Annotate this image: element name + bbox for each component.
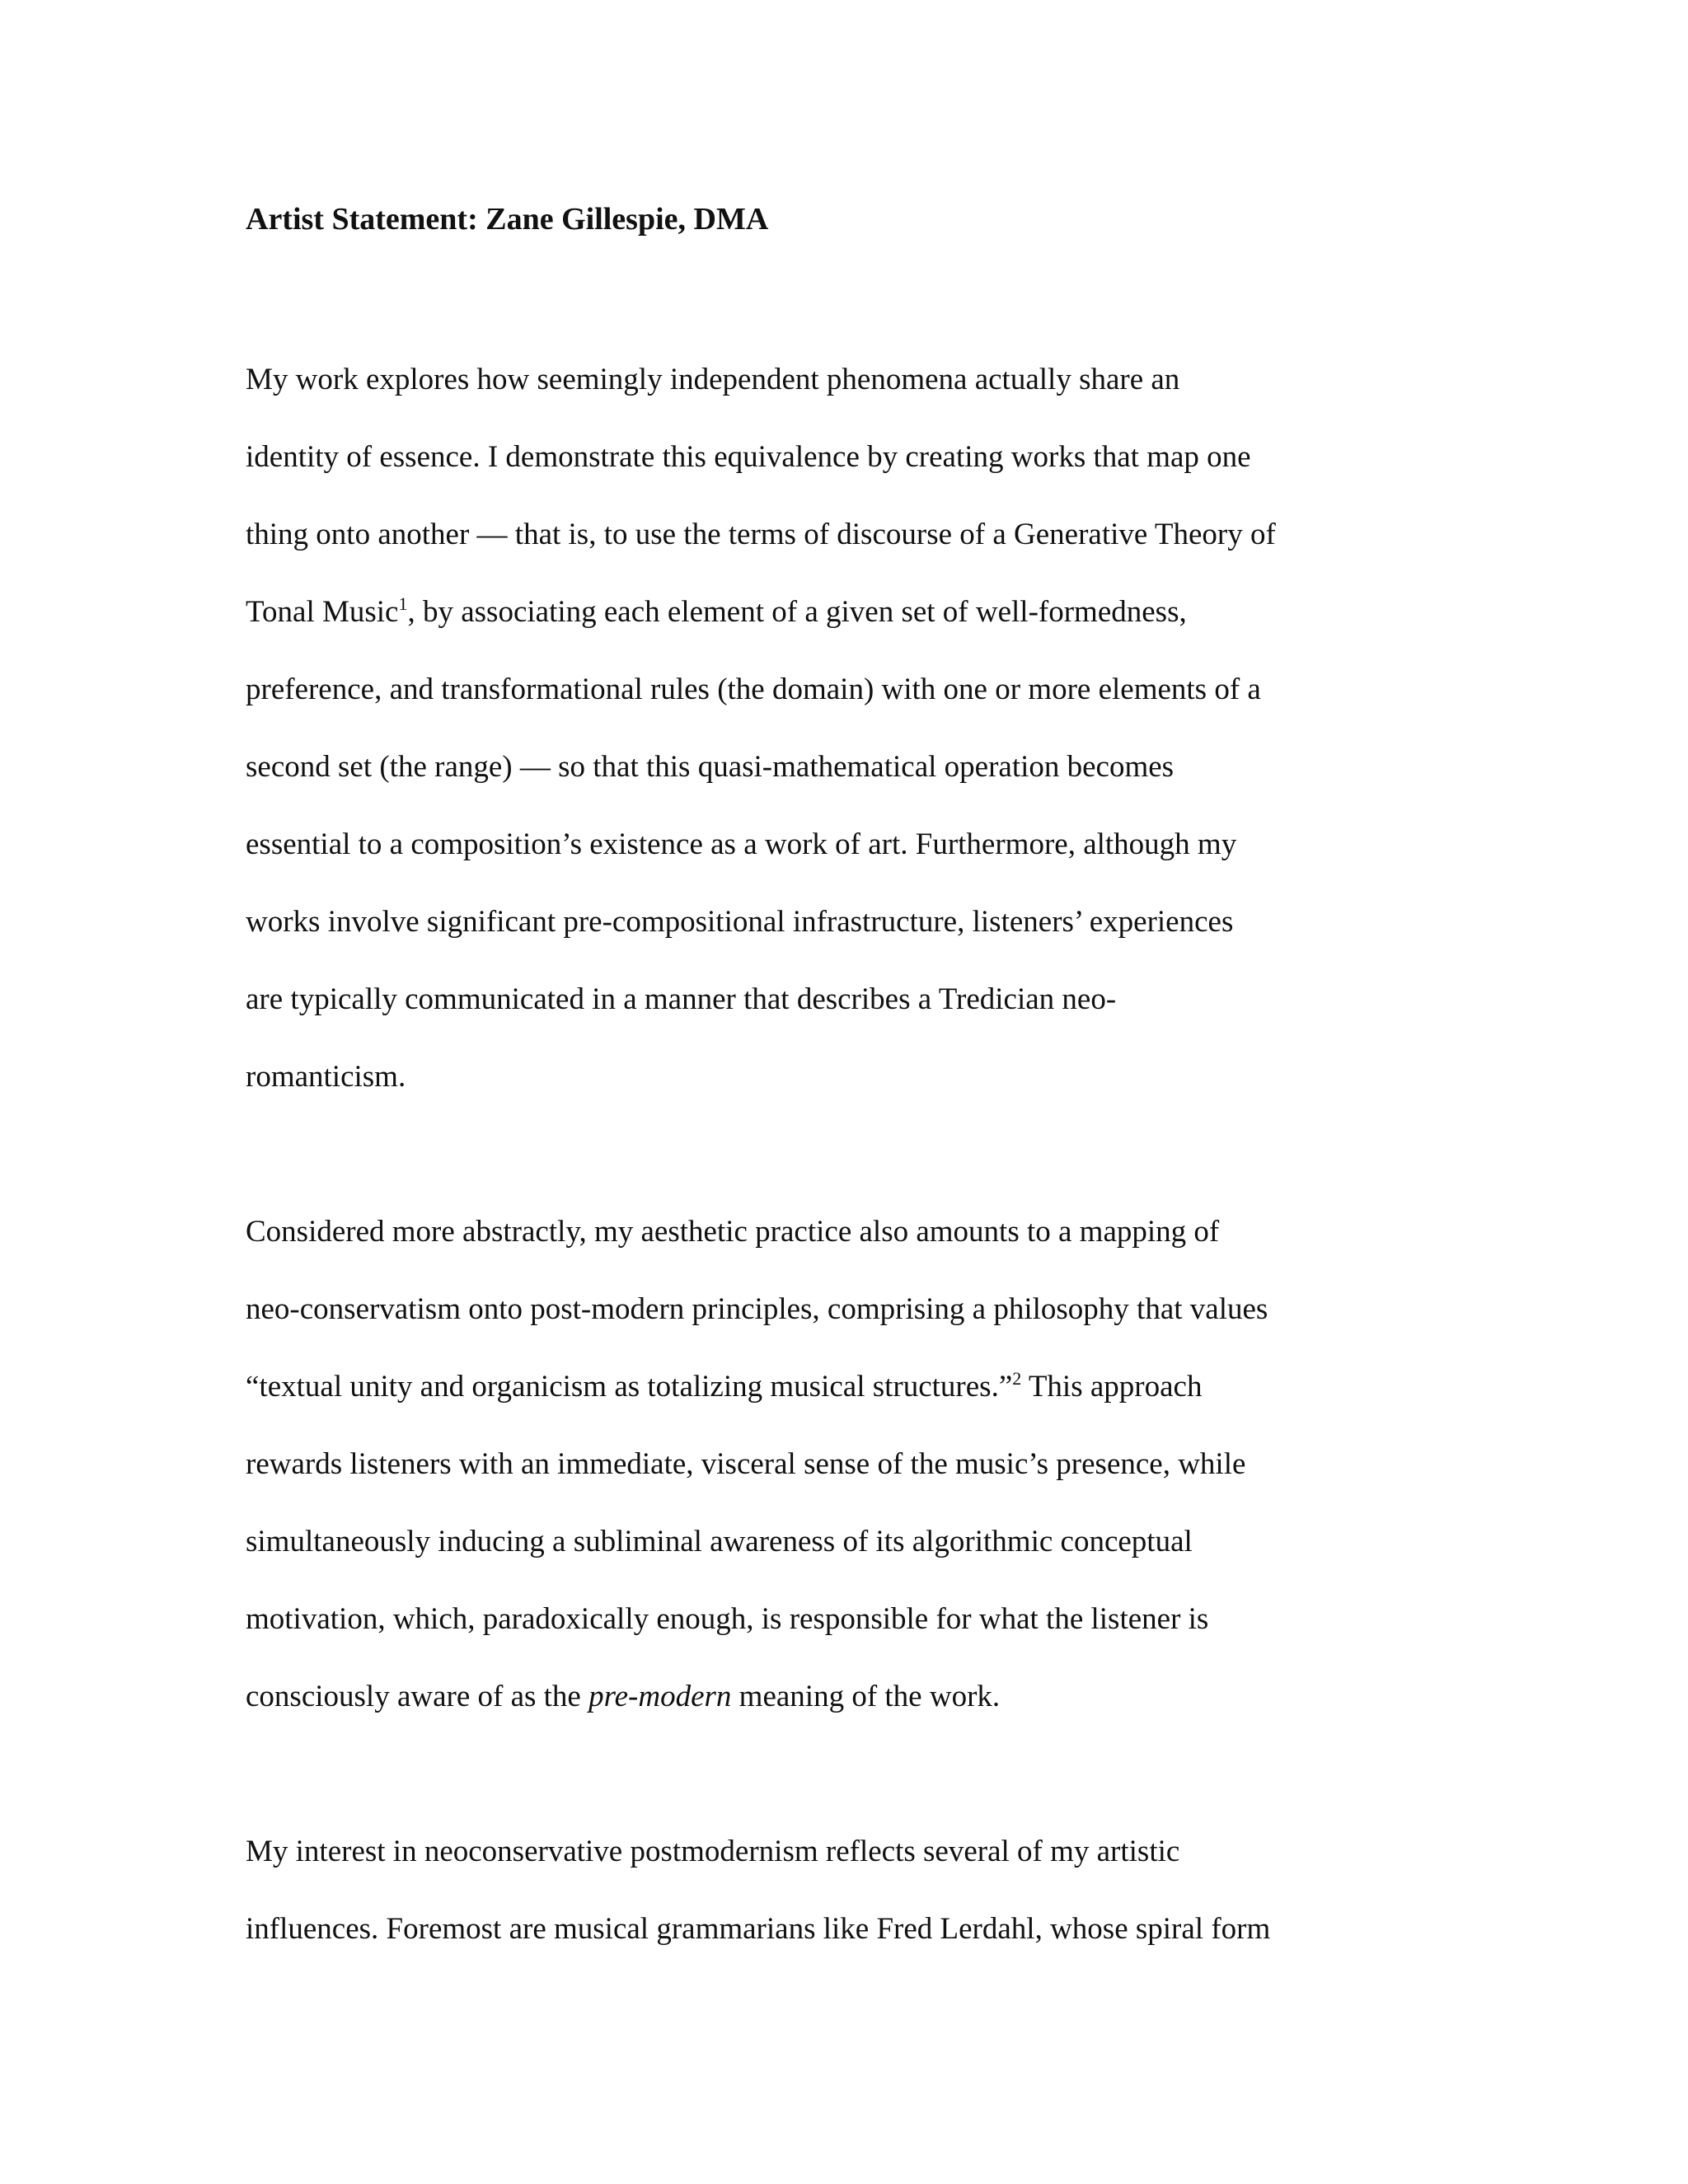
paragraph-2-line-1: Considered more abstractly, my aesthetic practice also amounts to a mapping of (246, 1215, 1220, 1249)
document-title: Artist Statement: Zane Gillespie, DMA (246, 202, 769, 237)
paragraph-1-line-8: works involve significant pre-compositional infrastructure, listeners’ experiences (246, 905, 1234, 939)
footnote-marker-1: 1 (398, 593, 408, 614)
paragraph-2-line-5: simultaneously inducing a subliminal awareness of its algorithmic conceptual (246, 1525, 1193, 1558)
paragraph-1-line-4-text-b: , by associating each element of a given set of well-formedness, (407, 595, 1187, 629)
paragraph-2-line-3-quote: “textual unity and organicism as totalizing musical structures.” (246, 1370, 1013, 1404)
paragraph-1-line-5: preference, and transformational rules (the domain) with one or more elements of a (246, 673, 1261, 706)
paragraph-2-line-4: rewards listeners with an immediate, visceral sense of the music’s presence, while (246, 1447, 1246, 1481)
paragraph-1-line-4-text-a: Tonal Music (246, 595, 399, 629)
paragraph-2-line-6: motivation, which, paradoxically enough, is responsible for what the listener is (246, 1602, 1209, 1636)
paragraph-1-line-10: romanticism. (246, 1060, 406, 1094)
paragraph-1-line-7: essential to a composition’s existence as a work of art. Furthermore, although my (246, 827, 1237, 861)
footnote-marker-2: 2 (1012, 1368, 1022, 1389)
document-body (246, 196, 1449, 2046)
paragraph-1-line-1: My work explores how seemingly independent phenomena actually share an (246, 363, 1180, 396)
paragraph-2-line-2: neo-conservatism onto post-modern principles, comprising a philosophy that values (246, 1292, 1268, 1326)
paragraph-2-line-7-text-a: consciously aware of as the (246, 1680, 589, 1713)
paragraph-2 (246, 1193, 1449, 1736)
paragraph-1-line-4 (246, 574, 1449, 651)
paragraph-2-line-7-text-b: meaning of the work. (731, 1680, 1001, 1713)
paragraph-1 (246, 341, 1449, 1116)
paragraph-1-line-2: identity of essence. I demonstrate this equivalence by creating works that map one (246, 440, 1251, 474)
paragraph-3 (246, 1813, 1449, 1968)
paragraph-1-line-6: second set (the range) — so that this quasi-mathematical operation becomes (246, 750, 1175, 784)
paragraph-2-line-7 (246, 1658, 1449, 1736)
paragraph-2-line-3 (246, 1348, 1449, 1426)
paragraph-1-line-3: thing onto another — that is, to use the terms of discourse of a Generative Theory of (246, 518, 1276, 551)
italic-term-pre-modern: pre-modern (588, 1680, 732, 1713)
paragraph-2-line-3-text-b: This approach (1021, 1370, 1203, 1404)
paragraph-3-line-2: influences. Foremost are musical grammarians like Fred Lerdahl, whose spiral form (246, 1912, 1271, 1946)
paragraph-1-line-9: are typically communicated in a manner that describes a Tredician neo- (246, 982, 1117, 1016)
paragraph-3-line-1: My interest in neoconservative postmodernism reflects several of my artistic (246, 1835, 1180, 1868)
